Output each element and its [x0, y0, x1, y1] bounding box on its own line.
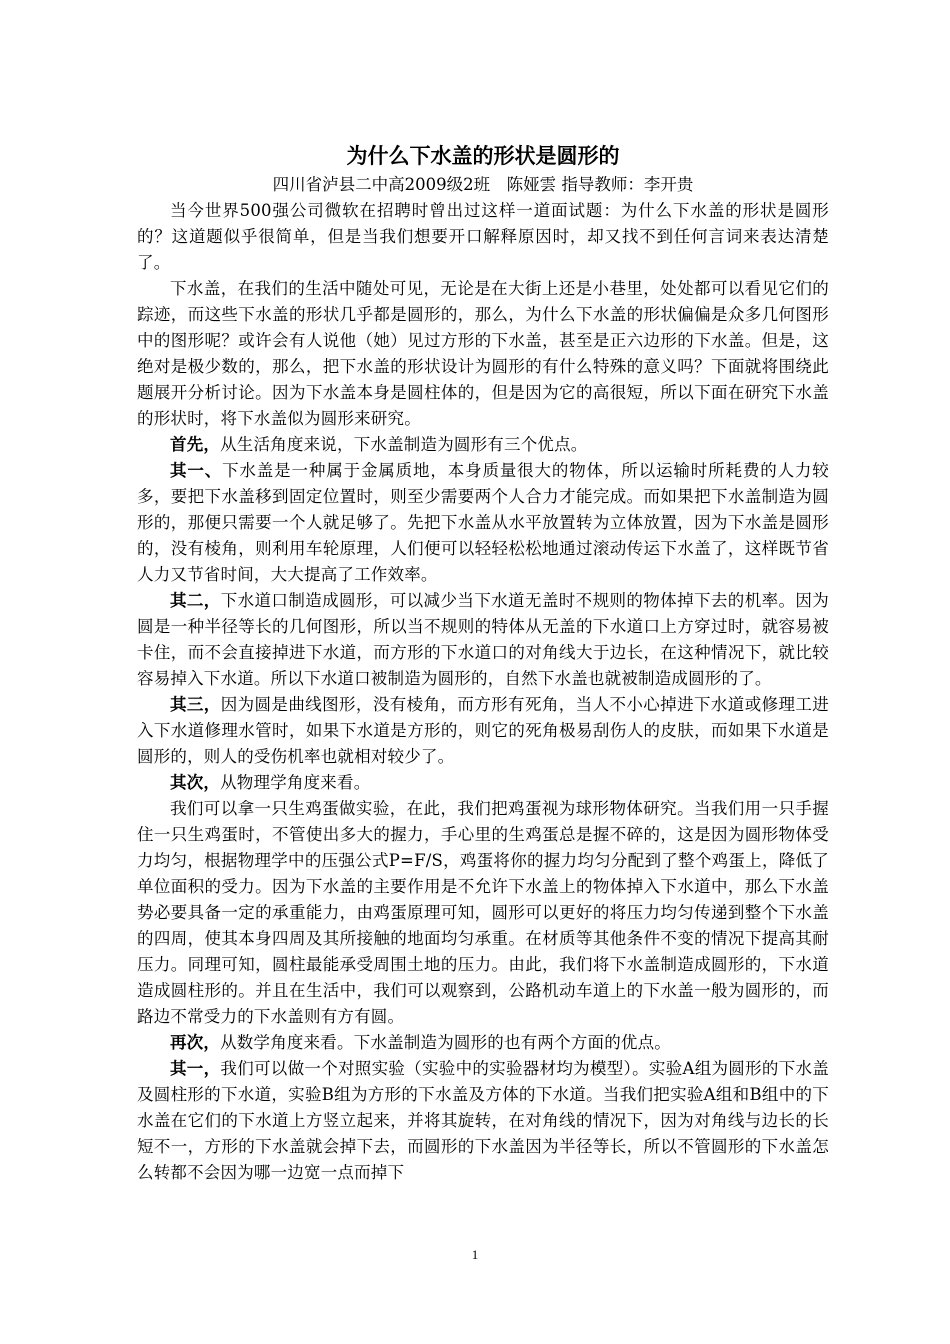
paragraph: 其三，因为圆是曲线图形，没有棱角，而方形有死角，当人不小心掉进下水道或修理工进入下水道修理水管时，如果下水道是方形的，则它的死角极易刮伤人的皮肤，而如果下水道是圆形的，则人的受伤机率也就相对较少了。: [137, 695, 829, 766]
document-body: [137, 140, 829, 1186]
paragraph: 首先，从生活角度来说，下水盖制造为圆形有三个优点。: [170, 435, 588, 454]
paragraph: 其二，下水道口制造成圆形，可以减少当下水道无盖时不规则的物体掉下去的机率。因为圆是一种半径等长的几何图形，所以当不规则的特体从无盖的下水道口上方穿过时，就容易被卡住，而不会直接掉进下水道，而方形的下水道口的对角线大于边长，在这种情况下，就比较容易掉入下水道。所以下水道口被制造为圆形的，自然下水盖也就被制造成圆形的了。: [137, 591, 829, 688]
paragraph: 我们可以拿一只生鸡蛋做实验，在此，我们把鸡蛋视为球形物体研究。当我们用一只手握住一只生鸡蛋时，不管使出多大的握力，手心里的生鸡蛋总是握不碎的，这是因为圆形物体受力均匀，根据物理学中的压强公式P=F/S，鸡蛋将你的握力均匀分配到了整个鸡蛋上，降低了单位面积的受力。因为下水盖的主要作用是不允许下水盖上的物体掉入下水道中，那么下水盖势必要具备一定的承重能力，由鸡蛋原理可知，圆形可以更好的将压力均匀传递到整个下水盖的四周，使其本身四周及其所接触的地面均匀承重。在材质等其他条件不变的情况下提高其耐压力。同理可知，圆柱最能承受周围土地的压力。由此，我们将下水盖制造成圆形的，下水道造成圆柱形的。并且在生活中，我们可以观察到，公路机动车道上的下水盖一般为圆形的，而路边不常受力的下水盖则有方有圆。: [137, 799, 829, 1026]
paragraph-lead: 其二，: [170, 591, 221, 610]
paragraph-lead: 其三，: [170, 695, 221, 714]
paragraph: 其一，我们可以做一个对照实验（实验中的实验器材均为模型）。实验A组为圆形的下水盖及圆柱形的下水道，实验B组为方形的下水盖及方体的下水道。当我们把实验A组和B组中的下水盖在它们的下水道上方竖立起来，并将其旋转，在对角线的情况下，因为对角线与边长的长短不一，方形的下水盖就会掉下去，而圆形的下水盖因为半径等长，所以不管圆形的下水盖怎么转都不会因为哪一边宽一点而掉下: [137, 1059, 829, 1182]
paragraph: 当今世界500强公司微软在招聘时曾出过这样一道面试题：为什么下水盖的形状是圆形的？这道题似乎很简单，但是当我们想要开口解释原因时，却又找不到任何言词来表达清楚了。: [137, 201, 829, 272]
paragraph-lead: 其一、: [170, 461, 223, 480]
paragraph-lead: 首先，: [170, 435, 221, 454]
paragraph: 其一、下水盖是一种属于金属质地，本身质量很大的物体，所以运输时所耗费的人力较多，要把下水盖移到固定位置时，则至少需要两个人合力才能完成。而如果把下水盖制造为圆形的，那便只需要一个人就足够了。先把下水盖从水平放置转为立体放置，因为下水盖是圆形的，没有棱角，则利用车轮原理，人们便可以轻轻松松地通过滚动传运下水盖了，这样既节省人力又节省时间，大大提高了工作效率。: [137, 461, 829, 584]
paragraph: 下水盖，在我们的生活中随处可见，无论是在大街上还是小巷里，处处都可以看见它们的踪迹，而这些下水盖的形状几乎都是圆形的，那么，为什么下水盖的形状偏偏是众多几何图形中的图形呢？或许会有人说他（她）见过方形的下水盖，甚至是正六边形的下水盖。但是，这绝对是极少数的，那么，把下水盖的形状设计为圆形的有什么特殊的意义吗？下面就将围绕此题展开分析讨论。因为下水盖本身是圆柱体的，但是因为它的高很短，所以下面在研究下水盖的形状时，将下水盖似为圆形来研究。: [137, 279, 829, 428]
paragraph-lead: 再次，: [170, 1033, 221, 1052]
paragraph-lead: 其次，: [170, 773, 221, 792]
paragraph: 再次，从数学角度来看。下水盖制造为圆形的也有两个方面的优点。: [170, 1033, 672, 1052]
author-byline: 四川省泸县二中高2009级2班 陈娅雲 指导教师：李开贵: [272, 175, 694, 194]
page-title: 为什么下水盖的形状是圆形的: [346, 144, 620, 168]
page-number: 1: [471, 1247, 479, 1262]
paragraph: 其次，从物理学角度来看。: [170, 773, 371, 792]
paragraph-lead: 其一，: [170, 1059, 221, 1078]
